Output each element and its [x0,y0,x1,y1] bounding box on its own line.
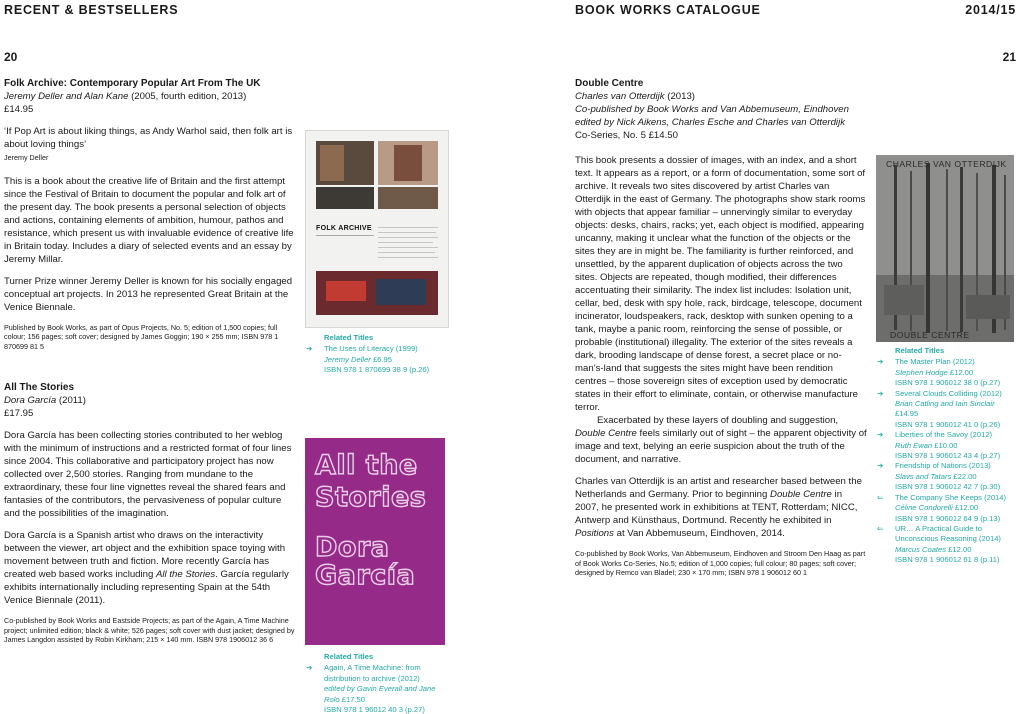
related-item[interactable] [877,524,1017,566]
authors: Jeremy Deller and Alan Kane [4,91,129,102]
related-title: Several Clouds Colliding (2012) [895,388,1002,398]
page-number-right: 21 [1002,50,1016,64]
related-price: £14.95 [895,409,919,419]
cover-text-line [378,247,438,248]
related-author: Jeremy Deller [324,354,371,364]
related-price: £12.00 [946,544,972,554]
desc-c: feels similarly out of sight – the apparent objectivity of image and text, belying an eerie suspicion about the truth of the document, and narrative. [575,428,867,465]
related-isbn: ISBN 978 1 906012 64 9 (p.13) [895,513,1001,523]
related-author: Slavs and Tatars [895,471,952,481]
bio-b: All the Stories [156,569,216,580]
author-bio [575,475,867,540]
related-author: Ruth Ewan [895,440,933,450]
related-isbn: ISBN 978 1 906012 43 4 (p.27) [895,451,1001,461]
arrow-right-icon: ➔ [877,357,884,367]
cover-author-line: Dora [315,532,390,563]
related-price: £22.00 [951,471,977,481]
related-item[interactable] [877,357,1017,388]
co-publishers: Co-published by Book Works and Van Abbemuseum, Eindhoven [575,104,849,115]
bio-c: . García regularly exhibits internationally including representing Spain at the 54th Venice Biennale (2011). [4,569,289,606]
book-title: Double Centre [575,78,644,89]
cover-photo [378,187,438,209]
description: This book presents a dossier of images, with an index, and a short text. It appears as a report, or a form of documentation, some sort of archive. It reveals two sites discovered by artist Charles van Otterdijk in the east of Germany. The photographs show stark rooms with objects that appear familiar – unnervingly similar to everyday objects: desks, chairs, racks; yet, each object is modified, appearing uncanny, making it unclear what the function of the objects or the sites they are in might be. The familiarity is further reinforced, and unsettled, by the apparent duplication of objects across the two sites. Objects are repeated, though modified, their differences accentuating their similarity. The index list includes: Isolation unit, cellar, bed, desk with spy hole, rack, birdcage, telescope, document incinerator, loudspeakers, rack, desktop with sunken opening to a tank, maybe a panic room, reinforcing the sense of possible, or probable (institutional) illegality. The exterior of the sites reveals a dark, brooding landscape of dense forest, a secret place or no-man’s-land that suggests the sites might have been rendition centres – those sovereign sites of exception used by democratic states in their effort to eliminate, contain, or otherwise manufacture terror. [575,155,866,413]
edition: (2005, fourth edition, 2013) [128,91,247,102]
description: Dora García has been collecting stories contributed to her weblog with the minimum of instructions and a restricted format of four lines since 2004. This collaborative and participatory project has now collected over 2,500 stories. Ranging from mundane to the extraordinary, these four line vignettes reveal the shared fears and fantasies of the contributors, the pervasiveness of popular culture and the possibilities of the imagination. [4,430,292,519]
book-price: £17.95 [4,408,34,419]
related-isbn: ISBN 978 1 906012 41 0 (p.26) [895,419,1001,429]
related-author: Marcus Coates [895,544,947,554]
related-author: Céline Condorelli [895,503,953,513]
bio-d: Positions [575,528,614,539]
related-author: edited by Gavin Everall and Jane Rolo [324,684,436,704]
related-item[interactable] [306,663,446,714]
author-bio [4,529,296,607]
all-the-stories-cover [305,438,445,645]
cover-title: DOUBLE CENTRE [890,330,970,340]
related-title: Friendship of Nations (2013) [895,461,991,471]
desc-b: Double Centre [575,428,637,439]
cover-text-line [378,252,435,253]
catalogue-year: 2014/15 [965,3,1016,17]
related-isbn: ISBN 978 1 906012 61 8 (p.11) [895,555,1000,565]
related-author: Brian Catling and Iain Sinclair [895,399,995,409]
cover-artist: CHARLES VAN OTTERDIJK [886,159,1007,169]
related-author: Stephen Hodge [895,367,948,377]
arrow-right-icon: ➔ [877,430,884,440]
cover-author-line: García [315,560,416,591]
arrow-right-icon: ➔ [877,461,884,471]
related-price: £6.95 [370,354,392,364]
double-centre-cover [876,155,1014,342]
cover-text-line [378,242,433,243]
related-title: Liberties of the Savoy (2012) [895,430,993,440]
cover-title-line: Stories [315,482,427,513]
cover-rule [316,235,374,236]
related-isbn: ISBN 978 1 96012 40 3 (p.27) [324,705,425,714]
related-price: £12.00 [952,503,979,513]
related-item[interactable] [306,344,466,375]
cover-photo-detail [376,279,426,305]
book-authors [4,90,296,103]
cover-title-line: All the [315,450,418,481]
double-related-titles [877,346,1017,566]
arrow-right-icon: ➔ [306,663,313,673]
book-title: Folk Archive: Contemporary Popular Art From The UK [4,78,261,89]
cover-photo-detail [326,281,366,301]
catalogue-title: BOOK WORKS CATALOGUE [575,3,761,17]
related-item[interactable] [877,493,1017,524]
bio-b: Double Centre [770,489,832,500]
double-centre-entry [575,77,867,578]
year: (2011) [56,395,86,406]
related-price: £12.00 [947,367,974,377]
quote-author: Jeremy Deller [4,153,49,162]
folk-archive-cover [305,130,449,328]
description-cont [575,414,867,466]
forest-image [876,155,1014,342]
bio-c: in 2007, he presented work in exhibitions at TENT, Rotterdam; NICC, Antwerp and Künsthaus, Dortmund. Recently he exhibited in [575,489,858,526]
related-title: UR… A Practical Guide to Unconscious Reasoning (2014) [895,523,1001,544]
section-title: RECENT & BESTSELLERS [4,3,179,17]
description: This is a book about the creative life of Britain and the first attempt since the Festival of Britain to document the popular and folk art of the present day. The book presents a personal selection of objects and actions, containing elements of ambition, humour, pathos and resistance, which present us with invaluable evidence of creative life in Britain today. Includes a diary of selected events and an essay by Jeremy Millar. [4,175,294,265]
cover-text-line [378,232,436,233]
related-isbn: ISBN 978 1 906012 42 7 (p.30) [895,482,1001,492]
related-heading: Related Titles [895,346,945,355]
author: Charles van Otterdijk [575,91,665,102]
cover-text-line [378,237,438,238]
related-title: Again, A Time Machine: from distribution to archive (2012) [324,663,421,683]
author-bio: Turner Prize winner Jeremy Deller is known for his socially engaged conceptual art projects. In 2013 he represented Great Britain at the Venice Biennale. [4,275,293,313]
book-title: All The Stories [4,382,75,393]
colophon: Co-published by Book Works and Eastside Projects; as part of the Again, A Time Machine project; unlimited edition; black & white; 526 pages; soft cover with dust jacket; designed by James Langdon assisted by Robin Kirkham; 215 × 140 mm. ISBN 978 1906012 36 6 [4,616,295,645]
page-number-left: 20 [4,50,18,64]
related-item[interactable] [877,389,1017,431]
bio-a: Charles van Otterdijk is an artist and researcher based between the Netherlands and Germany. Prior to beginning [575,476,862,500]
all-the-stories-entry [4,381,296,645]
book-authors [575,90,867,103]
related-isbn: ISBN 978 1 906012 38 0 (p.27) [895,378,1001,388]
book-price: £14.95 [4,104,34,115]
related-heading: Related Titles [324,652,374,661]
arrow-right-icon: ➔ [877,388,884,398]
arrow-right-icon: ➔ [306,344,313,354]
author: Dora García [4,395,57,406]
related-title: The Uses of Literacy (1999) [324,344,418,354]
colophon: Co-published by Book Works, Van Abbemuseum, Eindhoven and Stroom Den Haag as part of Book Works Co-Series, No.5; edition of 1,000 copies; full colour; 80 pages; soft cover; designed by Remco van Bladel; 230 × 170 mm; ISBN 978 1 906012 60 1 [575,549,866,578]
related-title: The Master Plan (2012) [895,357,975,367]
related-price: £17.50 [339,694,365,704]
related-price: £10.00 [932,440,958,450]
folk-related-titles [306,333,466,376]
cover-photo-detail [320,145,344,181]
cover-text-line [378,227,438,228]
folk-archive-entry [4,77,296,351]
related-title: The Company She Keeps (2014) [895,492,1007,502]
related-item[interactable] [877,461,1017,492]
cover-photo [316,187,374,209]
quote: ‘If Pop Art is about liking things, as Andy Warhol said, then folk art is about loving things’ [4,126,293,150]
cover-photo-detail [394,145,422,181]
year: (2013) [664,91,695,102]
desc-a: Exacerbated by these layers of doubling and suggestion, [597,415,839,426]
cover-title: FOLK ARCHIVE [316,225,372,232]
colophon: Published by Book Works, as part of Opus Projects, No. 5; edition of 1,500 copies; full colour; 156 pages; soft cover; designed by James Goggin; 190 × 255 mm; ISBN 978 1 870699 81 5 [4,322,279,351]
editors: edited by Nick Aikens, Charles Esche and Charles van Otterdijk [575,117,845,128]
arrow-left-icon: ⇐ [877,523,884,533]
related-isbn: ISBN 978 1 870699 38 9 (p.26) [324,365,430,375]
series-price: Co-Series, No. 5 £14.50 [575,130,678,141]
bio-e: at Van Abbemuseum, Eindhoven, 2014. [613,528,785,539]
arrow-left-icon: ⇐ [877,492,884,502]
bio-a: Dora García is a Spanish artist who draws on the interactivity between the viewer, art object and the exhibition space toying with movement between truth and fiction. More recently García has created web based works including [4,530,286,580]
cover-text-line [378,257,438,258]
related-heading: Related Titles [324,333,374,342]
book-authors [4,394,296,407]
stories-related-titles [306,652,446,714]
related-item[interactable] [877,430,1017,461]
